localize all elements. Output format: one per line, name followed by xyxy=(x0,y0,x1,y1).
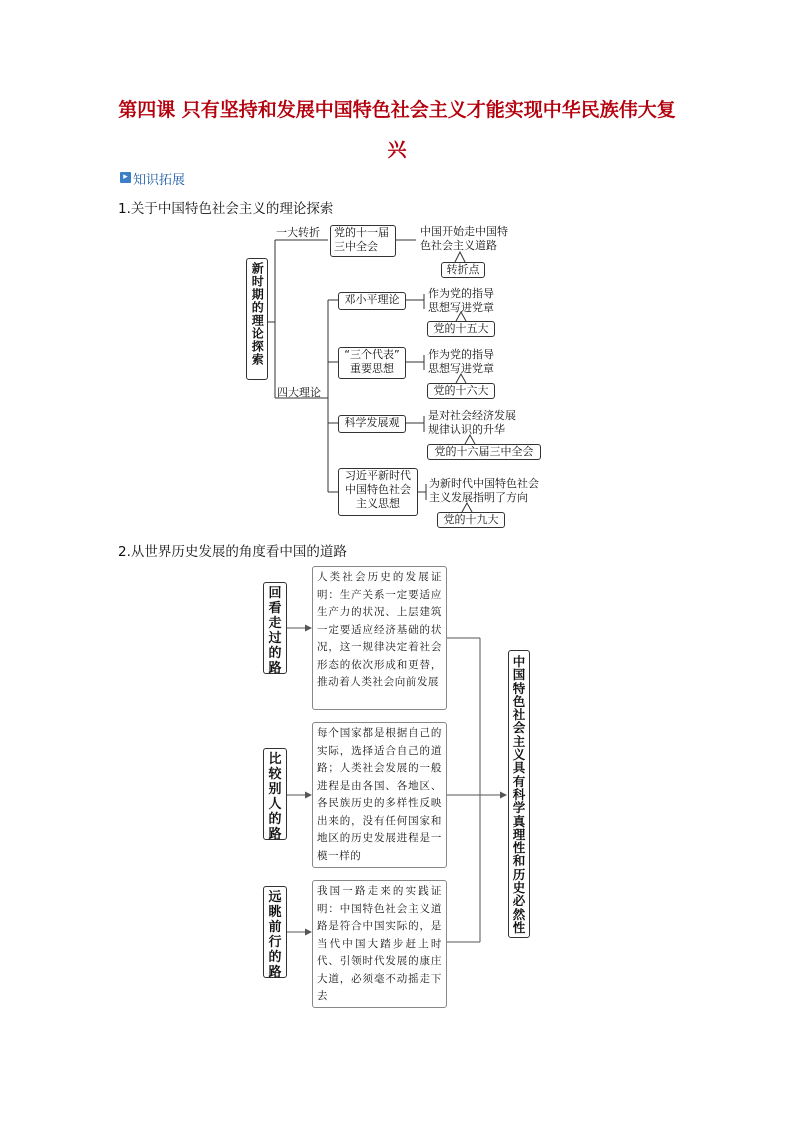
turn-box-line2: 三中全会 xyxy=(334,240,378,253)
page-title-line2: 兴 xyxy=(387,139,407,161)
section-marker-icon: ▸ xyxy=(120,172,131,183)
look-back-char: 回 xyxy=(268,586,282,601)
look-back-char: 走 xyxy=(268,616,282,631)
theory-1-desc-line2: 思想写进党章 xyxy=(428,301,494,314)
text-box-compare: 每个国家都是根据自己的实际，选择适合自己的道路；人类社会发展的一般进程是由各国、各地区、各民族历史的多样性反映出来的，没有任何国家和地区的历史发展进程是一模一样的 xyxy=(312,722,447,868)
root-label: 新时期的理论探索 xyxy=(250,262,265,366)
look-ahead-char: 路 xyxy=(268,965,282,980)
conclusion-char: 国 xyxy=(512,667,526,683)
theory-4-tag: 党的十九大 xyxy=(437,512,505,528)
theory-4-box-line3: 主义思想 xyxy=(356,497,400,510)
theory-1-tag: 党的十五大 xyxy=(427,321,495,337)
theory-4-box-line1: 习近平新时代 xyxy=(345,469,411,482)
branch-turn-label: 一大转折 xyxy=(276,226,320,239)
conclusion-char: 史 xyxy=(512,880,526,896)
part2-heading: 2.从世界历史发展的角度看中国的道路 xyxy=(118,544,347,560)
theory-3-tag: 党的十六届三中全会 xyxy=(427,444,541,460)
compare-char: 较 xyxy=(268,767,282,782)
conclusion-char: 科 xyxy=(512,786,526,802)
look-ahead-char: 行 xyxy=(268,935,282,950)
compare-char: 的 xyxy=(268,812,282,827)
compare-label xyxy=(263,748,287,840)
conclusion-char: 有 xyxy=(512,773,526,789)
conclusion-char: 义 xyxy=(512,747,526,763)
conclusion-box xyxy=(508,650,530,938)
text-box-history: 人类社会历史的发展证明：生产关系一定要适应生产力的状况、上层建筑一定要适应经济基础的状况，这一规律决定着社会形态的依次形成和更替，推动着人类社会向前发展 xyxy=(312,566,447,710)
conclusion-char: 学 xyxy=(512,800,526,816)
part1-heading: 1.关于中国特色社会主义的理论探索 xyxy=(118,201,334,217)
turn-tag: 转折点 xyxy=(441,262,485,278)
theory-1-box: 邓小平理论 xyxy=(338,292,406,310)
text-box-future: 我国一路走来的实践证明：中国特色社会主义道路是符合中国实际的，是当代中国大踏步赶上时代、引领时代发展的康庄大道，必须毫不动摇走下去 xyxy=(312,880,447,1008)
conclusion-char: 和 xyxy=(512,853,526,869)
compare-char: 人 xyxy=(268,797,282,812)
theory-2-box-line2: 重要思想 xyxy=(350,362,394,375)
theory-2-box-line1: “三个代表” xyxy=(344,348,400,361)
conclusion-char: 真 xyxy=(512,813,526,829)
look-ahead-char: 远 xyxy=(268,890,282,905)
branch-four-label: 四大理论 xyxy=(277,386,321,399)
look-back-label xyxy=(263,582,287,674)
turn-box-line1: 党的十一届 xyxy=(334,226,389,239)
look-ahead-char: 的 xyxy=(268,950,282,965)
page-title-line1: 第四课 只有坚持和发展中国特色社会主义才能实现中华民族伟大复 xyxy=(118,99,676,121)
conclusion-char: 色 xyxy=(512,693,526,709)
conclusion-char: 理 xyxy=(512,826,526,842)
theory-1-desc-line1: 作为党的指导 xyxy=(428,287,494,300)
conclusion-char: 社 xyxy=(512,707,526,723)
conclusion-char: 特 xyxy=(512,680,526,696)
theory-4-box-line2: 中国特色社会 xyxy=(345,483,411,496)
look-ahead-char: 眺 xyxy=(268,905,282,920)
conclusion-char: 中 xyxy=(512,654,526,669)
look-ahead-char: 前 xyxy=(268,920,282,935)
conclusion-char: 然 xyxy=(512,906,526,922)
conclusion-char: 会 xyxy=(512,720,526,736)
compare-char: 比 xyxy=(268,752,282,767)
compare-char: 路 xyxy=(268,827,282,842)
look-back-char: 的 xyxy=(268,646,282,661)
conclusion-char: 性 xyxy=(512,840,526,856)
theory-2-desc-line2: 思想写进党章 xyxy=(428,362,494,375)
conclusion-char: 性 xyxy=(512,919,526,935)
compare-char: 别 xyxy=(268,782,282,797)
conclusion-char: 必 xyxy=(512,893,526,909)
conclusion-char: 历 xyxy=(512,866,526,882)
turn-desc-line2: 色社会主义道路 xyxy=(420,239,497,252)
look-back-char: 路 xyxy=(268,661,282,676)
section-label: 知识拓展 xyxy=(133,173,186,188)
theory-3-desc-line1: 是对社会经济发展 xyxy=(428,409,516,422)
theory-4-desc-line1: 为新时代中国特色社会 xyxy=(429,477,539,490)
look-back-char: 过 xyxy=(268,631,282,646)
conclusion-char: 具 xyxy=(512,760,526,776)
look-ahead-label xyxy=(263,886,287,978)
theory-3-box: 科学发展观 xyxy=(338,415,406,433)
look-back-char: 看 xyxy=(268,601,282,616)
turn-desc-line1: 中国开始走中国特 xyxy=(420,225,508,238)
conclusion-char: 主 xyxy=(512,733,526,749)
theory-2-desc-line1: 作为党的指导 xyxy=(428,348,494,361)
theory-3-desc-line2: 规律认识的升华 xyxy=(428,423,505,436)
theory-2-tag: 党的十六大 xyxy=(427,383,495,399)
theory-4-desc-line2: 主义发展指明了方向 xyxy=(429,491,528,504)
